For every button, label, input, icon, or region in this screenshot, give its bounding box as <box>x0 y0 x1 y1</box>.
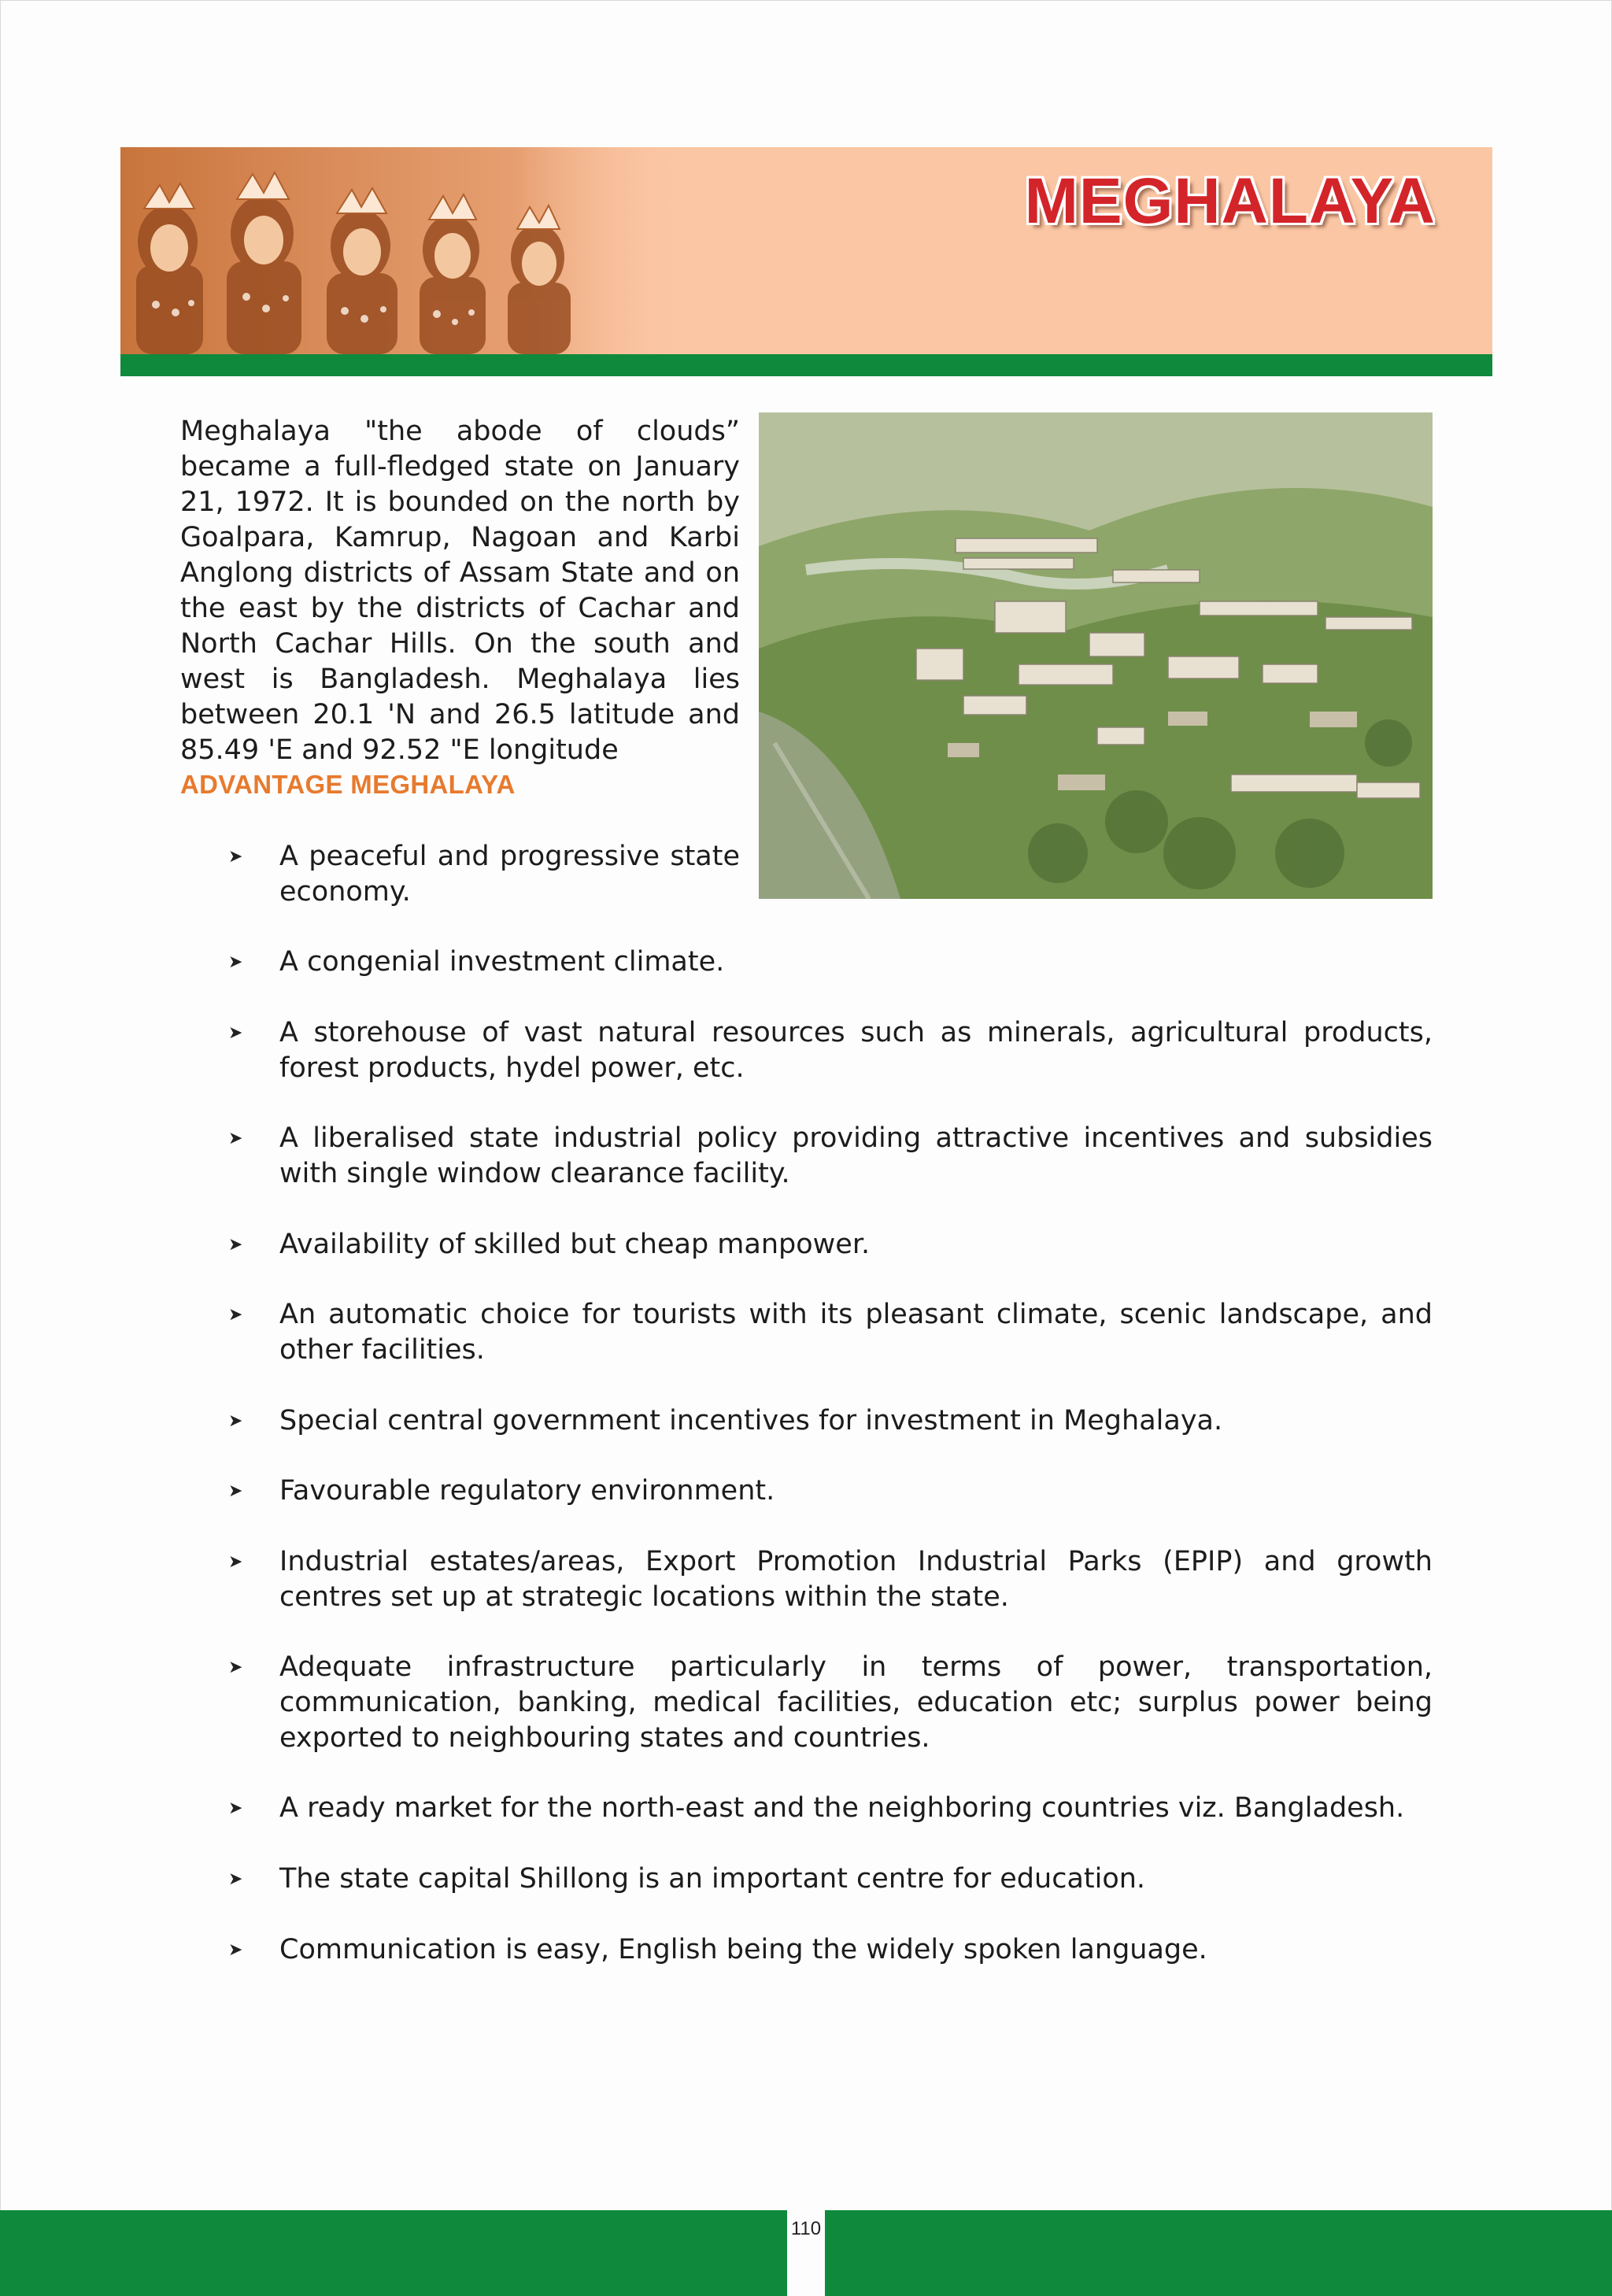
list-item: ➤ Availability of skilled but cheap manpower. <box>228 1227 1433 1263</box>
intro-paragraph: Meghalaya "the abode of clouds” became a full-fledged state on January 21, 1972. It is bounded on the north by Goalpara, Kamrup, Nagoan and Karbi Anglong districts of Assam State and on the east by the districts of Cachar and North Cachar Hills. On the south and west is Bangladesh. Meghalaya lies between 20.1 'N and 26.5 latitude and 85.49 'E and 92.52 "E longitude <box>180 416 740 766</box>
list-item: ➤ Adequate infrastructure particularly in terms of power, transportation, communication, banking, medical facilities, education etc; surplus power being exported to neighbouring states and countries. <box>228 1651 1433 1754</box>
list-item: ➤ Communication is easy, English being the widely spoken language. <box>228 1932 1433 1968</box>
list-item: ➤ A liberalised state industrial policy providing attractive incentives and subsidies with single window clearance facility. <box>228 1122 1433 1189</box>
list-item: ➤ Special central government incentives for investment in Meghalaya. <box>228 1403 1433 1439</box>
page-title: MEGHALAYA <box>1024 165 1436 237</box>
arrowhead-bullet-icon: ➤ <box>228 1411 243 1431</box>
list-item: ➤ An automatic choice for tourists with its pleasant climate, scenic landscape, and other facilities. <box>228 1299 1433 1366</box>
list-item: ➤ Favourable regulatory environment. <box>228 1473 1433 1509</box>
header-banner <box>120 147 1492 354</box>
arrowhead-bullet-icon: ➤ <box>228 952 243 972</box>
arrowhead-bullet-icon: ➤ <box>228 1129 243 1148</box>
arrowhead-bullet-icon: ➤ <box>228 1305 243 1325</box>
header-green-bar <box>120 354 1492 376</box>
page-number: 110 <box>790 2218 822 2239</box>
list-item: ➤ A peaceful and progressive state economy. <box>228 841 740 908</box>
list-item: ➤ Industrial estates/areas, Export Promotion Industrial Parks (EPIP) and growth centres set up at strategic locations within the state. <box>228 1546 1433 1613</box>
list-item: ➤ A ready market for the north-east and the neighboring countries viz. Bangladesh. <box>228 1791 1433 1826</box>
arrowhead-bullet-icon: ➤ <box>228 1869 243 1889</box>
list-item: ➤ A storehouse of vast natural resources such as minerals, agricultural products, forest products, hydel power, etc. <box>228 1017 1433 1084</box>
arrowhead-bullet-icon: ➤ <box>228 1799 243 1818</box>
arrowhead-bullet-icon: ➤ <box>228 1235 243 1255</box>
list-item: ➤ A congenial investment climate. <box>228 945 1433 980</box>
arrowhead-bullet-icon: ➤ <box>228 1552 243 1572</box>
landscape-photo-hill-town <box>759 412 1433 899</box>
arrowhead-bullet-icon: ➤ <box>228 847 243 867</box>
banner-photo-women-in-traditional-dress <box>120 147 687 354</box>
arrowhead-bullet-icon: ➤ <box>228 1023 243 1043</box>
section-heading-advantage: ADVANTAGE MEGHALAYA <box>180 770 516 799</box>
arrowhead-bullet-icon: ➤ <box>228 1940 243 1960</box>
arrowhead-bullet-icon: ➤ <box>228 1658 243 1677</box>
list-item: ➤ The state capital Shillong is an important centre for education. <box>228 1862 1433 1897</box>
arrowhead-bullet-icon: ➤ <box>228 1481 243 1501</box>
